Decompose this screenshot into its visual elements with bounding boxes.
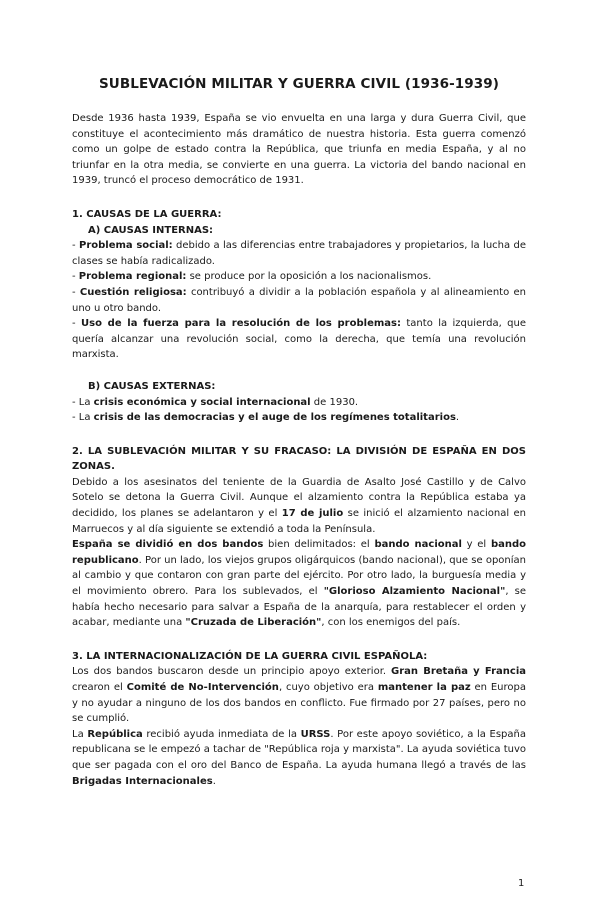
uprising-paragraph-2: España se dividió en dos bandos bien delimitados: el bando nacional y el bando republicano. Por un lado, los viejos grupos oligárquicos (bando nacional), que se oponían al cambio y que contaron con gran parte del ejército. Por otro lado, la burguesía media y el movimiento obrero. Para los sublevados, el "Glorioso Alzamiento Nacional", se había hecho necesario para salvar a España de la anarquía, para restablecer el orden y acabar, mediante una "Cruzada de Liberación", con los enemigos del país. — [72, 539, 526, 629]
page-title: SUBLEVACIÓN MILITAR Y GUERRA CIVIL (1936-1939) — [98, 76, 500, 92]
section-uprising — [72, 444, 526, 631]
cause-democracy-crisis: - La crisis de las democracias y el auge de los regímenes totalitarios. — [72, 412, 460, 424]
document-page — [0, 76, 600, 924]
section-1-heading: 1. CAUSAS DE LA GUERRA: — [72, 208, 222, 220]
section-causes — [72, 207, 526, 426]
section-internationalization — [72, 649, 526, 789]
international-paragraph-2: La República recibió ayuda inmediata de la URSS. Por este apoyo soviético, a la España republicana se le empezó a tachar de "República roja y marxista". La ayuda soviética tuvo que ser pagada con el oro del Banco de España. La ayuda humana llegó a través de las Brigadas Internacionales. — [72, 728, 526, 787]
page-number: 1 — [518, 878, 525, 889]
uprising-paragraph-1: Debido a los asesinatos del teniente de la Guardia de Asalto José Castillo y de Calvo Sotelo se detona la Guerra Civil. Aunque el alzamiento contra la República estaba ya decidido, los planes se adelantaron y el 17 de julio se inició el alzamiento nacional en Marruecos y al día siguiente se extendió a toda la Península. — [72, 476, 527, 535]
cause-social: - Problema social: debido a las diferencias entre trabajadores y propietarios, la lucha de clases se había radicalizado. — [72, 240, 526, 267]
intro-paragraph: Desde 1936 hasta 1939, España se vio envuelta en una larga y dura Guerra Civil, que constituye el acontecimiento más dramático de nuestra historia. Esta guerra comenzó como un golpe de estado contra la República, que triunfa en media España, y al no triunfar en la otra media, se convierte en una guerra. La victoria del bando nacional en 1939, truncó el proceso democrático de 1931. — [72, 113, 526, 187]
cause-regional: - Problema regional: se produce por la oposición a los nacionalismos. — [72, 271, 432, 283]
cause-religious: - Cuestión religiosa: contribuyó a dividir a la población española y al alineamiento en uno u otro bando. — [72, 286, 526, 314]
international-paragraph-1: Los dos bandos buscaron desde un principio apoyo exterior. Gran Bretaña y Francia crearon el Comité de No-Intervención, cuyo objetivo era mantener la paz en Europa y no ayudar a ninguno de los dos bandos en conflicto. Fue firmado por 27 países, pero no se cumplió. — [72, 666, 526, 725]
external-causes-heading: B) CAUSAS EXTERNAS: — [88, 380, 216, 392]
internal-causes-heading: A) CAUSAS INTERNAS: — [88, 224, 214, 236]
section-2-heading: 2. LA SUBLEVACIÓN MILITAR Y SU FRACASO: LA DIVISIÓN DE ESPAÑA EN DOS ZONAS. — [72, 445, 526, 473]
section-3-heading: 3. LA INTERNACIONALIZACIÓN DE LA GUERRA CIVIL ESPAÑOLA: — [72, 650, 428, 662]
cause-force: - Uso de la fuerza para la resolución de los problemas: tanto la izquierda, que quería alcanzar una revolución social, como la derecha, que temía una revolución marxista. — [72, 318, 526, 361]
cause-economic-crisis: - La crisis económica y social internacional de 1930. — [72, 396, 359, 408]
